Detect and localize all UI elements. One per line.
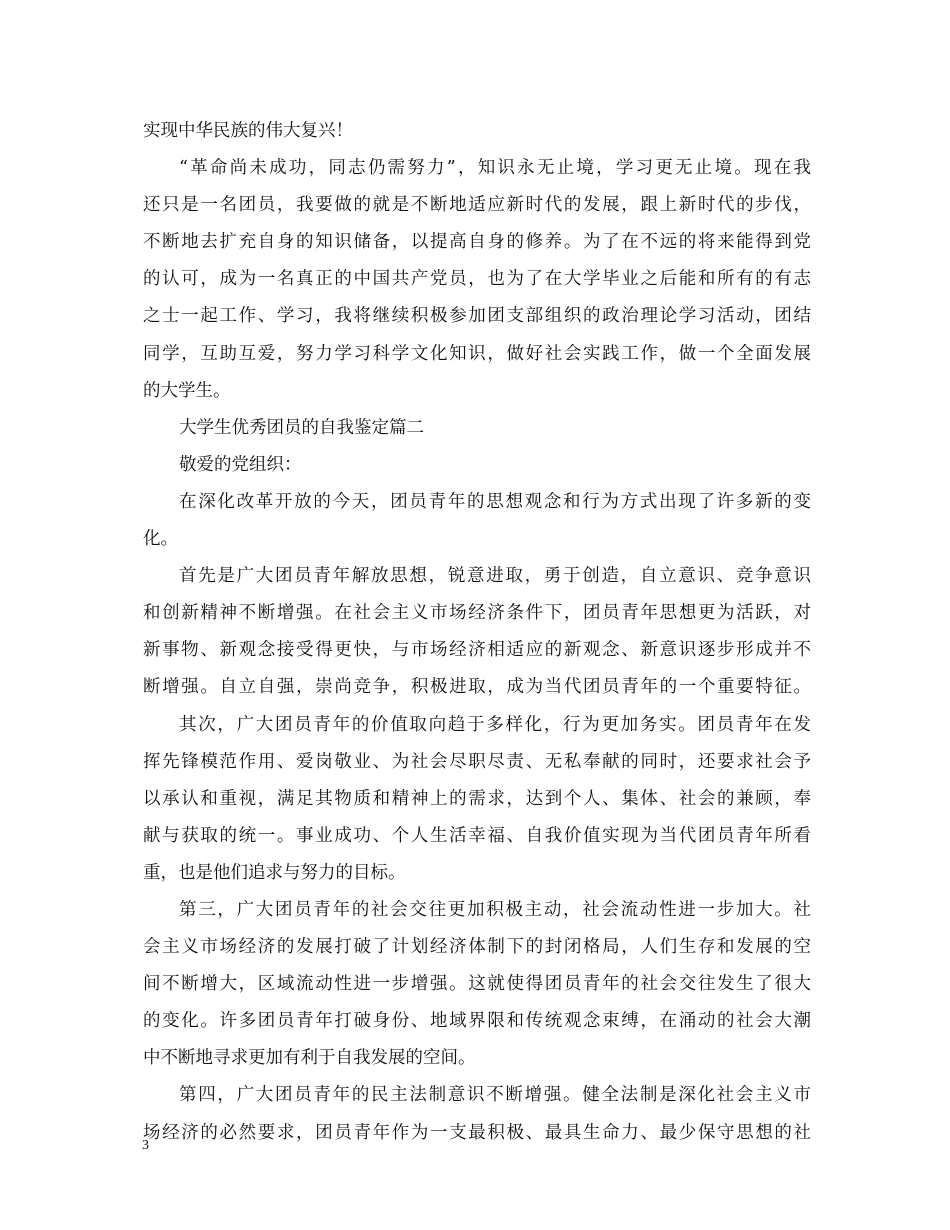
text-line: 的认可，成为一名真正的中国共产党员，也为了在大学毕业之后能和所有的有志 xyxy=(143,269,811,290)
text-line: 还只是一名团员，我要做的就是不断地适应新时代的发展，跟上新时代的步伐， xyxy=(143,195,811,216)
text-line: 首先是广大团员青年解放思想，锐意进取，勇于创造，自立意识、竞争意识 xyxy=(179,566,811,587)
text-line: 新事物、新观念接受得更快，与市场经济相适应的新观念、新意识逐步形成并不 xyxy=(143,640,811,661)
text-line: 献与获取的统一。事业成功、个人生活幸福、自我价值实现为当代团员青年所看 xyxy=(143,825,811,846)
text-line: 的变化。许多团员青年打破身份、地域界限和传统观念束缚，在涌动的社会大潮 xyxy=(143,1011,811,1032)
text-line: 以承认和重视，满足其物质和精神上的需求，达到个人、集体、社会的兼顾，奉 xyxy=(143,788,811,809)
page-number: 3 xyxy=(142,1138,149,1153)
text-line: “革命尚未成功，同志仍需努力”，知识永无止境，学习更无止境。现在我 xyxy=(179,158,811,179)
text-line: 断增强。自立自强，崇尚竞争，积极进取，成为当代团员青年的一个重要特征。 xyxy=(143,677,811,698)
text-line: 不断地去扩充自身的知识储备，以提高自身的修养。为了在不远的将来能得到党 xyxy=(143,232,811,253)
text-line: 之士一起工作、学习，我将继续积极参加团支部组织的政治理论学习活动，团结 xyxy=(143,306,811,327)
text-line: 实现中华民族的伟大复兴！ xyxy=(143,121,353,141)
text-line: 重，也是他们追求与努力的目标。 xyxy=(143,862,406,883)
text-line: 挥先锋模范作用、爱岗敬业、为社会尽职尽责、无私奉献的同时，还要求社会予 xyxy=(143,751,811,772)
text-line: 会主义市场经济的发展打破了计划经济体制下的封闭格局，人们生存和发展的空 xyxy=(143,937,811,958)
text-line: 的大学生。 xyxy=(143,380,231,401)
text-line: 在深化改革开放的今天，团员青年的思想观念和行为方式出现了许多新的变 xyxy=(179,491,811,512)
text-line: 间不断增大，区域流动性进一步增强。这就使得团员青年的社会交往发生了很大 xyxy=(143,974,811,995)
text-line: 第三，广大团员青年的社会交往更加积极主动，社会流动性进一步加大。社 xyxy=(179,899,811,920)
text-line: 同学，互助互爱，努力学习科学文化知识，做好社会实践工作，做一个全面发展 xyxy=(143,343,811,364)
text-line: 场经济的必然要求，团员青年作为一支最积极、最具生命力、最少保守思想的社 xyxy=(143,1122,811,1143)
document-body xyxy=(143,113,811,1152)
text-line: 化。 xyxy=(143,529,178,550)
section-heading: 大学生优秀团员的自我鉴定篇二 xyxy=(179,417,424,438)
salutation: 敬爱的党组织： xyxy=(179,454,302,475)
text-line: 第四，广大团员青年的民主法制意识不断增强。健全法制是深化社会主义市 xyxy=(179,1085,811,1106)
text-line: 和创新精神不断增强。在社会主义市场经济条件下，团员青年思想更为活跃，对 xyxy=(143,603,811,624)
text-line: 其次，广大团员青年的价值取向趋于多样化，行为更加务实。团员青年在发 xyxy=(179,714,811,735)
text-line: 中不断地寻求更加有利于自我发展的空间。 xyxy=(143,1048,476,1069)
